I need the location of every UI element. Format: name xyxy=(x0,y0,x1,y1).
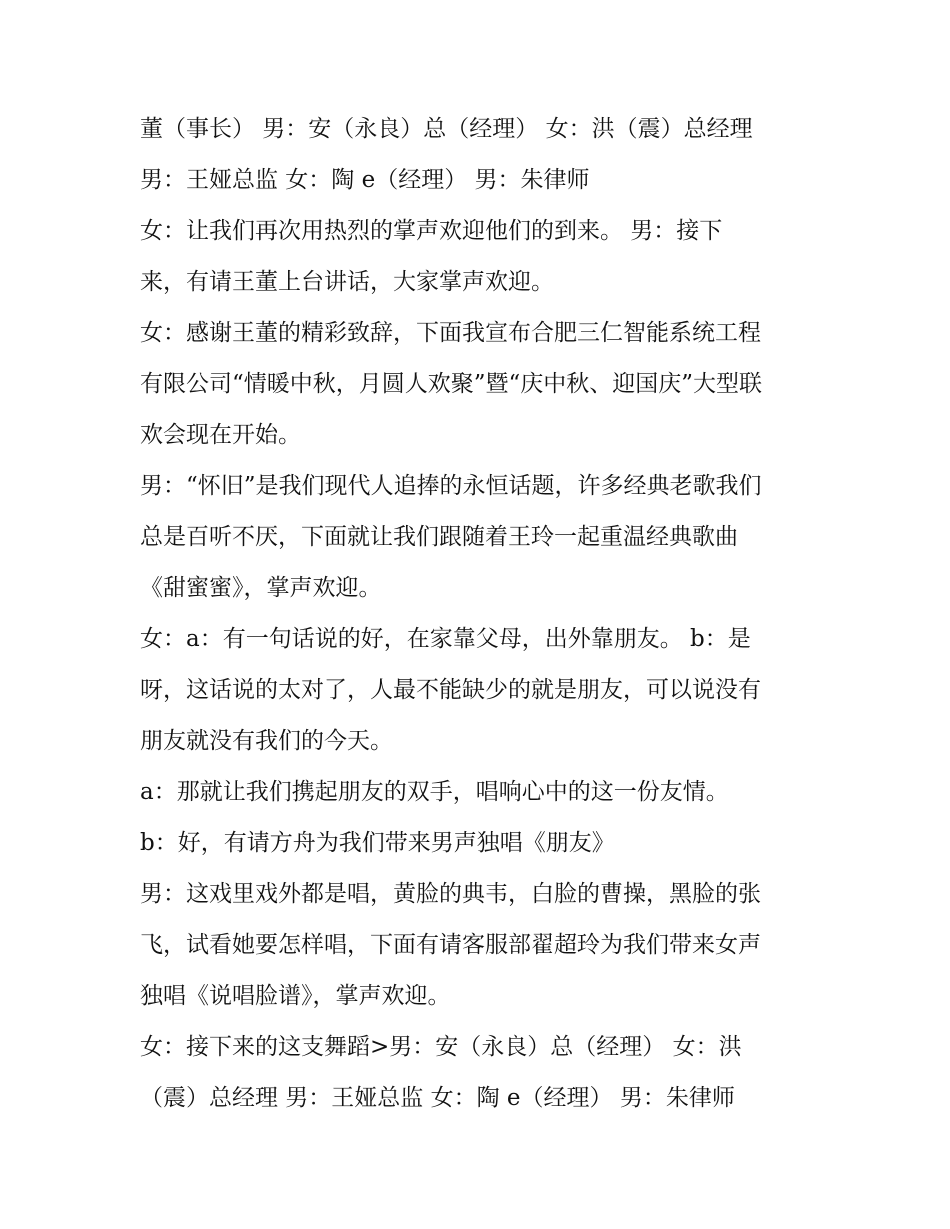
text-line: 独唱《说唱脸谱》，掌声欢迎。 xyxy=(140,983,451,1009)
text-line: （震）总经理 男：王娅总监 女：陶 e（经理） 男：朱律师 xyxy=(140,1085,735,1111)
text-line: 呀，这话说的太对了，人最不能缺少的就是朋友，可以说没有 xyxy=(140,677,761,703)
text-line: 女：a：有一句话说的好，在家靠父母，出外靠朋友。 b：是 xyxy=(140,626,751,652)
text-line: 男：“怀旧”是我们现代人追捧的永恒话题，许多经典老歌我们 xyxy=(140,473,762,499)
text-line: b：好，有请方舟为我们带来男声独唱《朋友》 xyxy=(140,830,615,856)
text-line: 女：接下来的这支舞蹈>男：安（永良）总（经理） 女：洪 xyxy=(140,1034,742,1060)
text-line: 飞，试看她要怎样唱，下面有请客服部翟超玲为我们带来女声 xyxy=(140,932,761,958)
text-line: 朋友就没有我们的今天。 xyxy=(140,728,393,754)
document-body xyxy=(140,104,830,1124)
text-line: 来，有请王董上台讲话，大家掌声欢迎。 xyxy=(140,269,554,295)
text-line: 总是百听不厌，下面就让我们跟随着王玲一起重温经典歌曲 xyxy=(140,524,738,550)
text-line: 女：感谢王董的精彩致辞，下面我宣布合肥三仁智能系统工程 xyxy=(140,320,761,346)
text-line: 有限公司“情暖中秋，月圆人欢聚”暨“庆中秋、迎国庆”大型联 xyxy=(140,371,763,397)
text-line: 欢会现在开始。 xyxy=(140,422,301,448)
text-line: a：那就让我们携起朋友的双手，唱响心中的这一份友情。 xyxy=(140,779,729,805)
text-line: 董（事长） 男：安（永良）总（经理） 女：洪（震）总经理 xyxy=(140,116,753,142)
text-line: 男：王娅总监 女：陶 e（经理） 男：朱律师 xyxy=(140,167,590,193)
text-line: 男：这戏里戏外都是唱，黄脸的典韦，白脸的曹操，黑脸的张 xyxy=(140,881,761,907)
text-line: 《甜蜜蜜》，掌声欢迎。 xyxy=(140,575,382,601)
text-line: 女：让我们再次用热烈的掌声欢迎他们的到来。 男：接下 xyxy=(140,218,723,244)
